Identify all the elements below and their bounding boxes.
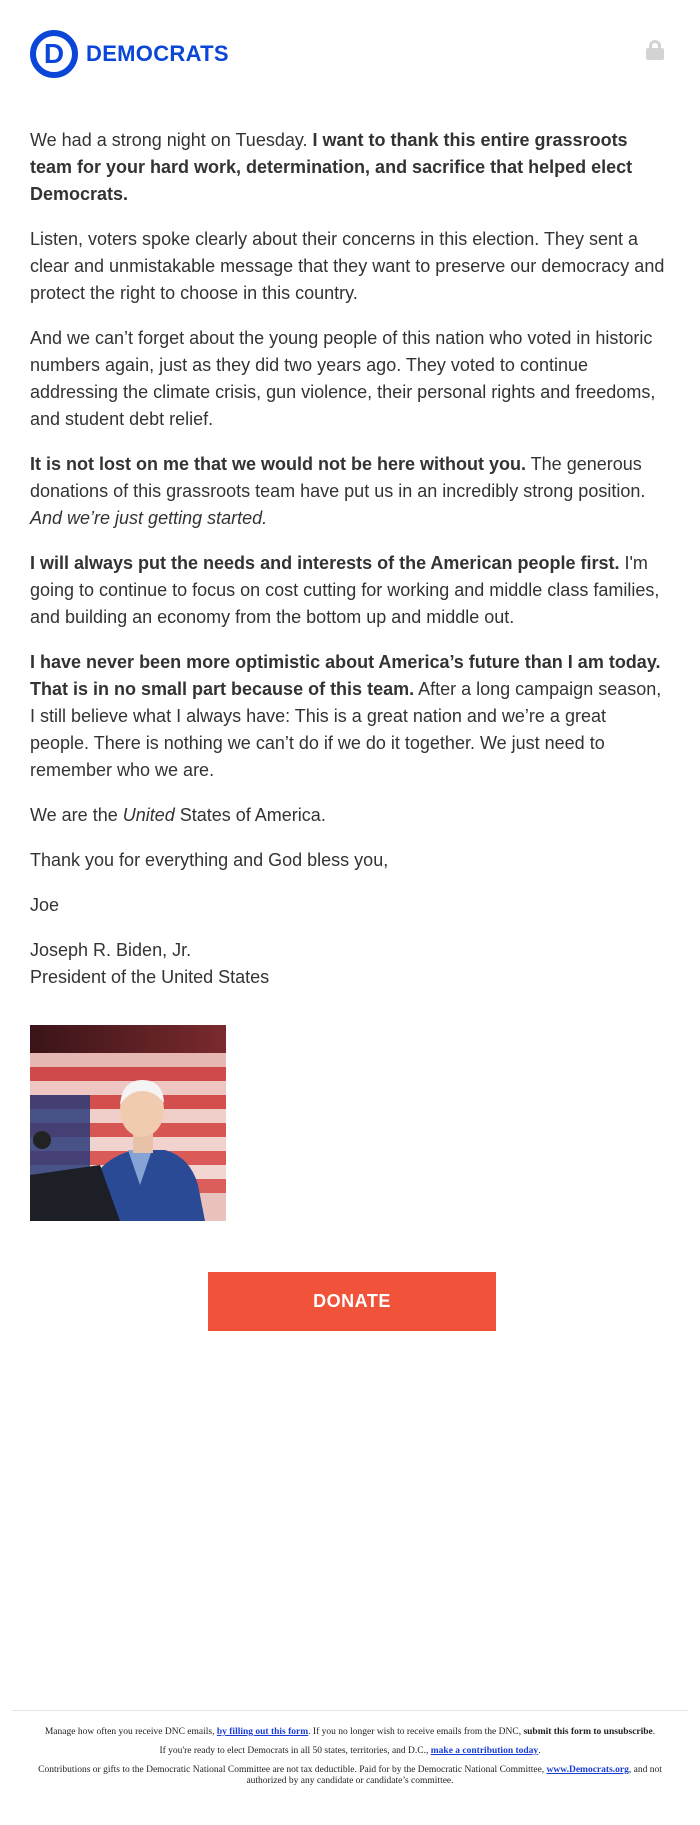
paragraph-bold-text: I have never been more optimistic about America’s future than I am today. That is in no small part because of this team. [30,652,661,699]
footer-text: Manage how often you receive DNC emails, [44,1727,217,1737]
lock-icon [646,40,664,60]
paragraph-italic-text: United [122,805,175,825]
email-header [30,30,670,90]
president-photo [30,1025,226,1221]
footer-text: Contributions or gifts to the Democratic National Committee are not tax deductible. Paid for by the Democratic National Committee, [38,1765,547,1775]
democrats-org-link[interactable]: www.Democrats.org [546,1765,629,1775]
donate-button[interactable]: DONATE [208,1272,496,1331]
email-footer [30,1727,670,1795]
paragraph-5 [30,550,670,631]
footer-text: If you're ready to elect Democrats in all 50 states, territories, and D.C., [159,1746,431,1756]
paragraph-3: And we can’t forget about the young people of this nation who voted in historic numbers again, just as they did two years ago. They voted to continue addressing the climate crisis, gun violence, their personal rights and freedoms, and student debt relief. [30,328,656,429]
paragraph-1 [30,127,670,208]
president-photo-image [30,1025,226,1221]
paragraph-italic-text: And we’re just getting started. [30,508,268,528]
footer-manage-line [30,1727,670,1738]
paragraph-bold-text: It is not lost on me that we would not be here without you. [30,454,526,474]
footer-text: , and not authorized by any candidate or candidate’s committee. [246,1765,662,1786]
paragraph-text: I'm going to continue to focus on cost cutting for working and middle class families, and building an economy from the bottom up and middle out. [30,553,660,627]
contribution-link[interactable]: make a contribution today [430,1746,539,1756]
footer-text: . If you no longer wish to receive emails from the DNC, [308,1727,524,1737]
signature-block [30,937,670,991]
footer-text: . [538,1746,541,1756]
paragraph-text: We had a strong night on Tuesday. [30,130,313,150]
unsubscribe-link[interactable]: submit this form to unsubscribe [523,1727,653,1737]
logo-text: DEMOCRATS [86,41,229,66]
paragraph-7 [30,802,670,829]
paragraph-text: We are the [30,805,123,825]
paragraph-2: Listen, voters spoke clearly about their concerns in this election. They sent a clear and unmistakable message that they want to preserve our democracy and protect the right to choose in this country. [30,229,665,303]
closing-line: Thank you for everything and God bless you, [30,850,389,870]
paragraph-6 [30,649,670,784]
footer-text: . [652,1727,656,1737]
email-body [30,127,670,1009]
paragraph-text: The generous donations of this grassroots team have put us in an incredibly strong position. [30,454,646,501]
footer-contribute-line [30,1746,670,1757]
democrats-d-icon: D [30,30,78,78]
paragraph-bold-text: I want to thank this entire grassroots team for your hard work, determination, and sacrifice that helped elect Democrats. [30,130,633,204]
democrats-logo[interactable] [30,30,670,78]
footer-disclaimer [30,1765,670,1787]
sign-off-name: Joe [30,895,60,915]
signature-title: President of the United States [30,967,270,987]
signature-name: Joseph R. Biden, Jr. [30,940,192,960]
manage-emails-link[interactable]: by filling out this form [216,1727,309,1737]
paragraph-bold-text: I will always put the needs and interests of the American people first. [30,553,620,573]
paragraph-4 [30,451,670,532]
paragraph-text: After a long campaign season, I still believe what I always have: This is a great nation and we’re a great people. There is nothing we can’t do if we do it together. We just need to remember who we are. [30,679,662,780]
paragraph-text: States of America. [174,805,326,825]
footer-divider [12,1710,688,1711]
